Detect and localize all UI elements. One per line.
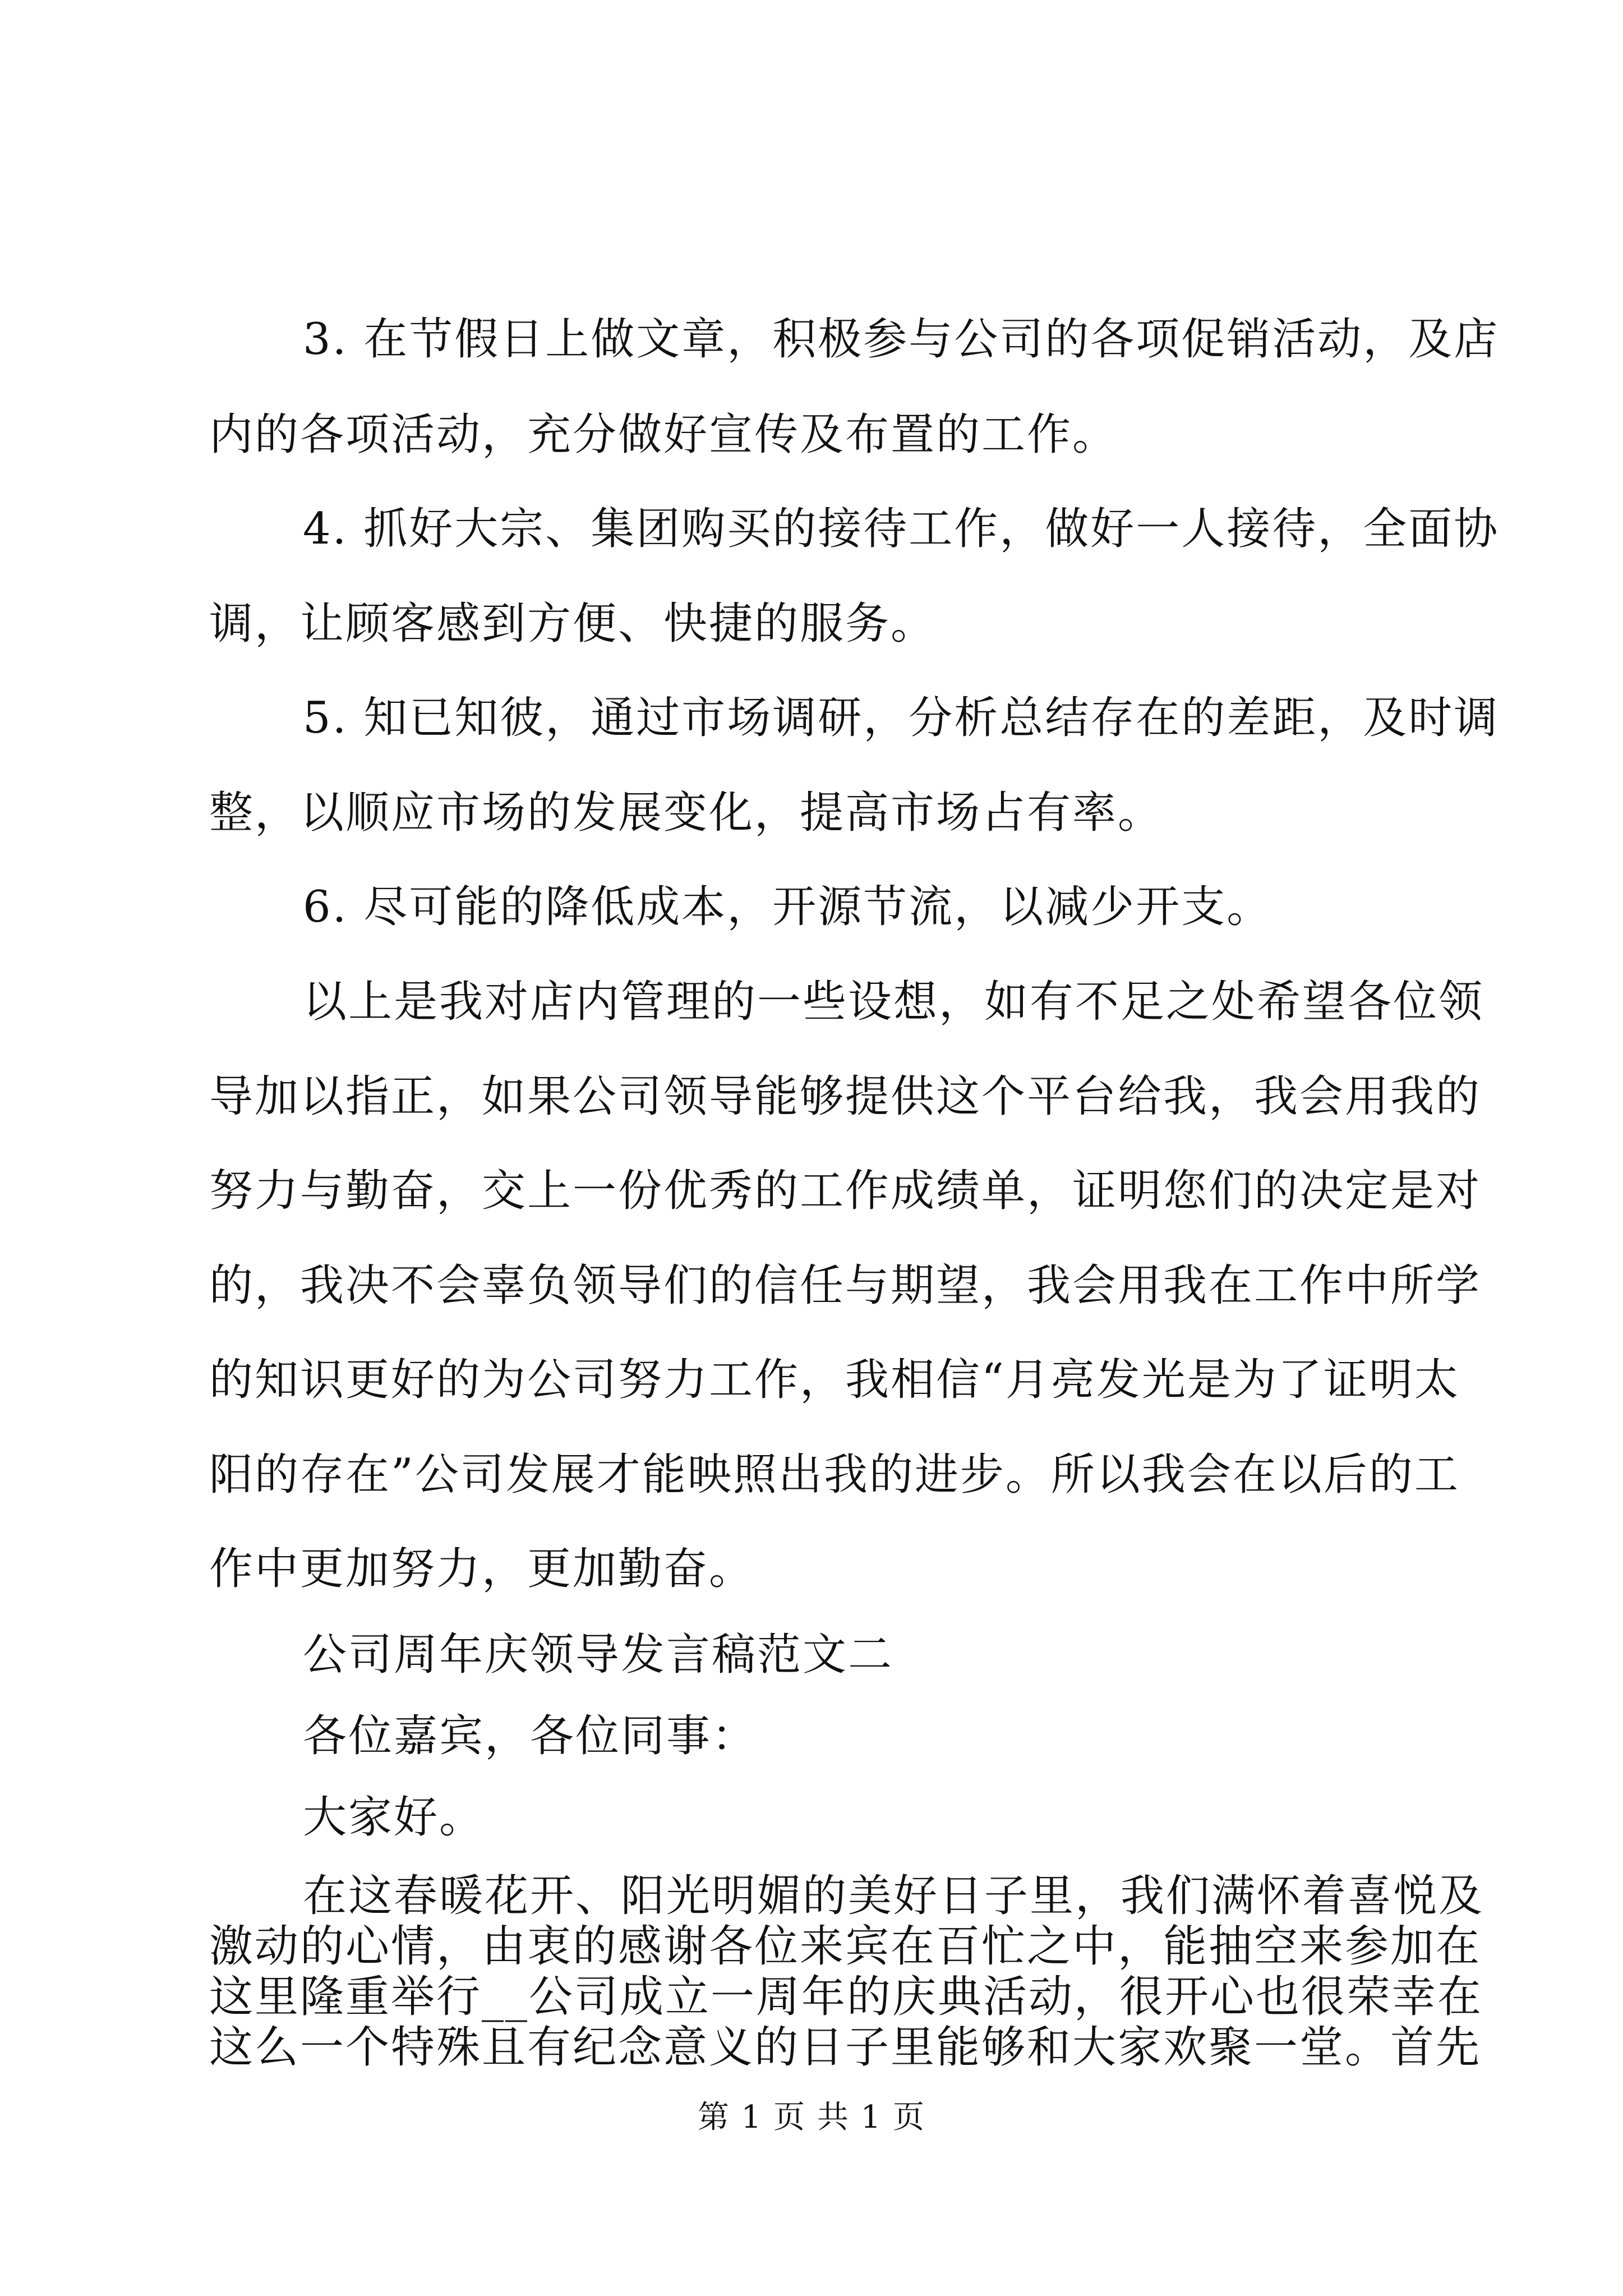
paragraph-line: 导加以指正，如果公司领导能够提供这个平台给我，我会用我的 (209, 1071, 1482, 1122)
paragraph-line: 这里隆重举行__公司成立一周年的庆典活动，很开心也很荣幸在 (209, 1972, 1483, 2022)
paragraph-line: 调，让顾客感到方便、快捷的服务。 (209, 599, 937, 649)
paragraph-line: 内的各项活动，充分做好宣传及布置的工作。 (209, 409, 1118, 460)
paragraph-line: 5. 知已知彼，通过市场调研，分析总结存在的差距，及时调 (303, 693, 1500, 743)
section-heading: 公司周年庆领导发言稿范文二 (303, 1630, 894, 1680)
salutation: 各位嘉宾，各位同事： (303, 1711, 758, 1761)
paragraph-line: 作中更加努力，更加勤奋。 (209, 1544, 755, 1594)
paragraph-line: 阳的存在”公司发展才能映照出我的进步。所以我会在以后的工 (209, 1450, 1460, 1500)
paragraph-line: 以上是我对店内管理的一些设想，如有不足之处希望各位领 (303, 977, 1484, 1027)
paragraph-line: 的，我决不会辜负领导们的信任与期望，我会用我在工作中所学 (209, 1260, 1482, 1311)
paragraph-line: 这么一个特殊且有纪念意义的日子里能够和大家欢聚一堂。首先 (209, 2022, 1482, 2073)
paragraph-line: 努力与勤奋，交上一份优秀的工作成绩单，证明您们的决定是对 (209, 1166, 1482, 1216)
paragraph-line: 在这春暖花开、阳光明媚的美好日子里，我们满怀着喜悦及 (303, 1871, 1484, 1921)
page-number-footer: 第 1 页 共 1 页 (697, 2099, 926, 2136)
paragraph-line: 的知识更好的为公司努力工作，我相信“月亮发光是为了证明太 (209, 1355, 1460, 1405)
paragraph-line: 3. 在节假日上做文章，积极参与公司的各项促销活动，及店 (303, 314, 1500, 365)
paragraph-line: 激动的心情，由衷的感谢各位来宾在百忙之中，能抽空来参加在 (209, 1921, 1482, 1972)
paragraph-line: 整，以顺应市场的发展变化，提高市场占有率。 (209, 788, 1164, 838)
greeting: 大家好。 (303, 1792, 485, 1843)
paragraph-line: 6. 尽可能的降低成本，开源节流，以减少开支。 (303, 882, 1272, 932)
paragraph-line: 4. 抓好大宗、集团购买的接待工作，做好一人接待，全面协 (303, 504, 1500, 554)
